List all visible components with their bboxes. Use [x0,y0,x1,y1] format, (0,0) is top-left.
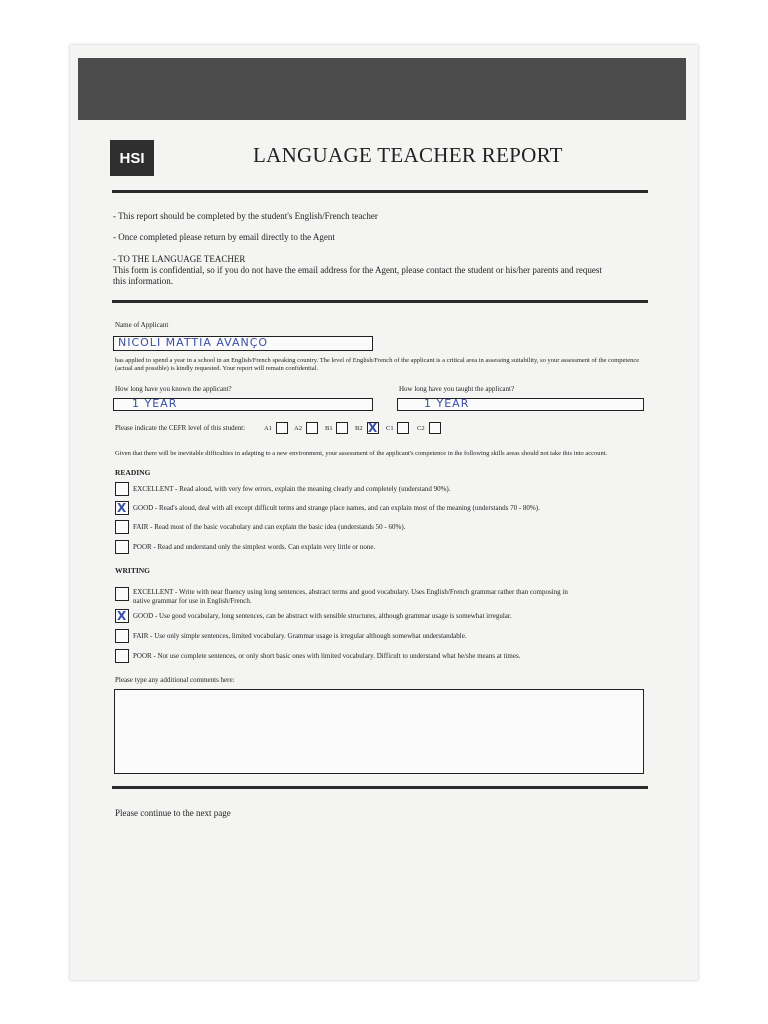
comments-label: Please type any additional comments here: [115,676,235,684]
writing-fair-checkbox[interactable] [115,629,129,643]
known-label: How long have you known the applicant? [115,385,232,393]
divider-top [112,190,648,193]
cefr-a1-checkbox[interactable] [276,422,288,434]
writing-poor-checkbox[interactable] [115,649,129,663]
check-mark-icon: X [368,421,378,435]
reading-excellent-text: EXCELLENT - Read aloud, with very few errors, explain the meaning clearly and completely (understand 90%). [133,485,451,493]
reading-poor-checkbox[interactable] [115,540,129,554]
cefr-b2-checkbox[interactable] [367,422,379,434]
divider-bottom [112,786,648,789]
intro-text-b: this information. [113,276,173,286]
applicant-name-value: NICOLI MATTIA AVANÇO [118,336,269,349]
cefr-level-label: B1 [325,425,333,432]
cefr-a2-checkbox[interactable] [306,422,318,434]
reading-fair-text: FAIR - Read most of the basic vocabulary and can explain the basic idea (understands 50 - 60%). [133,523,406,531]
reading-good-text: GOOD - Read's aloud, deal with all except difficult terms and strange place names, and can explain most of the meaning (understands 70 - 80%). [133,504,540,512]
cefr-level-label: B2 [355,425,363,432]
writing-excellent-text-cont: native grammar for use in English/French. [133,597,252,605]
cefr-c2-checkbox[interactable] [429,422,441,434]
assessment-note: Given that there will be inevitable difficulties in adapting to a new environment, your assessment of the applicant's competence in the following skills areas should not take this into account. [115,450,608,457]
check-mark-icon: X [117,501,127,515]
reading-poor-text: POOR - Read and understand only the simplest words. Can explain very little or none. [133,543,376,551]
writing-heading: WRITING [115,566,151,575]
intro-heading: - TO THE LANGUAGE TEACHER [113,254,246,264]
cefr-label: Please indicate the CEFR level of this student: [115,424,246,432]
intro-text-a: This form is confidential, so if you do not have the email address for the Agent, please contact the student or his/her parents and request [113,265,602,275]
hsi-logo: HSI [110,140,154,176]
cefr-level-label: A1 [264,425,272,432]
reading-excellent-checkbox[interactable] [115,482,129,496]
applicant-note: has applied to spend a year in a school in an English/French speaking country. The level of English/French of the applicant is a critical area in assessing suitability, so your assessment of the competence (actual and possible) is kindly requested. Your report will remain confidential. [115,357,640,372]
reading-good-checkbox[interactable] [115,501,129,515]
intro-line-1: - This report should be completed by the student's English/French teacher [113,211,378,221]
header-bar [78,58,686,120]
reading-heading: READING [115,468,151,477]
comments-textarea[interactable] [114,689,644,774]
applicant-label: Name of Applicant [115,321,169,329]
writing-poor-text: POOR - Not use complete sentences, or only short basic ones with limited vocabulary. Difficult to understand what he/she means at times. [133,652,521,660]
writing-good-text: GOOD - Use good vocabulary, long sentences, can be abstract with sensible structures, although grammar usage is somewhat irregular. [133,612,512,620]
check-mark-icon: X [117,609,127,623]
writing-excellent-text: EXCELLENT - Write with near fluency using long sentences, abstract terms and good vocabulary. Uses English/French grammar rather than composing in [133,588,568,596]
cefr-c1-checkbox[interactable] [397,422,409,434]
known-value: 1 YEAR [132,397,178,410]
page-title: LANGUAGE TEACHER REPORT [253,143,563,167]
taught-label: How long have you taught the applicant? [399,385,515,393]
writing-fair-text: FAIR - Use only simple sentences, limited vocabulary. Grammar usage is irregular although somewhat understandable. [133,632,467,640]
divider-mid [112,300,648,303]
continue-note: Please continue to the next page [115,808,231,818]
paper-sheet [70,45,698,980]
writing-good-checkbox[interactable] [115,609,129,623]
cefr-b1-checkbox[interactable] [336,422,348,434]
applicant-name-field[interactable] [113,336,373,351]
known-field[interactable] [113,398,373,411]
taught-field[interactable] [397,398,644,411]
taught-value: 1 YEAR [424,397,470,410]
cefr-level-label: C2 [417,425,425,432]
cefr-level-label: A2 [294,425,302,432]
intro-line-2: - Once completed please return by email directly to the Agent [113,232,335,242]
writing-excellent-checkbox[interactable] [115,587,129,601]
reading-fair-checkbox[interactable] [115,520,129,534]
cefr-level-label: C1 [386,425,394,432]
